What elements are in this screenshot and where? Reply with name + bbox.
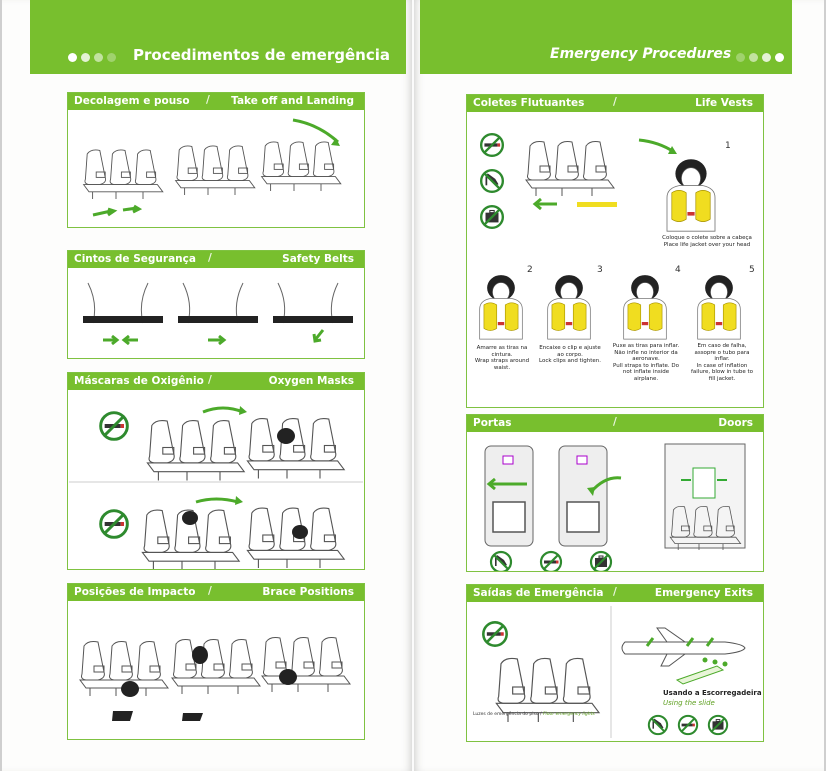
green-arrow-icon [103,336,117,344]
section-title-en: Life Vests [695,97,753,109]
no-baggage-icon [709,716,727,734]
section-title-pt: Saídas de Emergência [473,587,604,599]
no-high-heels-icon [649,716,667,734]
vest-step-caption [469,345,535,371]
green-arrow-icon [293,120,338,142]
vest-step-caption [611,343,681,383]
section-title-pt: Portas [473,417,512,429]
section-oxygen-masks [67,372,365,570]
section-header: Coletes Flutuantes / Life Vests [467,95,763,112]
section-title-en: Take off and Landing [231,95,354,107]
section-title-pt: Posições de Impacto [74,586,196,598]
right-page-title: Emergency Procedures [550,46,732,62]
section-life-vests [466,94,764,408]
header-dots [736,53,784,62]
slide-caption-en: Using the slide [663,699,715,707]
section-title-en: Doors [718,417,753,429]
caption-pt: Amarre as tiras na cintura. [476,345,528,358]
header-dots [68,53,116,62]
caption-pt: Em caso de falha, assopre o tubo para inflar. [694,343,750,363]
safety-card-spread [2,0,824,771]
vest-step-number: 2 [527,265,533,275]
section-safety-belts [67,250,365,359]
vest-step-number: 4 [675,265,681,275]
green-arrow-icon [535,199,557,209]
green-arrow-icon [124,336,138,344]
caption-en: Wrap straps around waist. [474,358,530,371]
no-baggage-icon [591,552,611,571]
section-header: Posições de Impacto / Brace Positions [68,584,364,601]
section-title-pt: Cintos de Segurança [74,253,196,265]
section-header: Máscaras de Oxigênio / Oxygen Masks [68,373,364,390]
section-title-pt: Coletes Flutuantes [473,97,585,109]
section-title-en: Emergency Exits [654,587,753,599]
green-arrow-icon [196,499,238,502]
section-title-en: Oxygen Masks [268,375,354,387]
green-arrow-icon [639,140,674,152]
floor-lights-caption: Luzes de emergência do piso / Floor emergency lights [473,712,595,717]
section-brace-positions [67,583,365,740]
exits-illustration [467,602,763,741]
caption-pt: Coloque o colete sobre a cabeça [662,235,752,241]
caption-en: In case of inflation failure, blow in tube to fill jacket. [690,362,754,382]
vest-step-caption [687,343,757,383]
green-arrow-icon [314,330,323,341]
section-title-pt: Decolagem e pouso [74,95,190,107]
vest-step-caption [537,345,603,365]
section-header: Portas / Doors [467,415,763,432]
right-header-band [420,0,792,74]
vest-step-number: 5 [749,265,755,275]
vest-step-number: 3 [597,265,603,275]
section-header: Cintos de Segurança / Safety Belts [68,251,364,268]
right-page [414,0,824,771]
caption-en: Place life jacket over your head [663,241,751,248]
belts-illustration [68,268,364,358]
section-title-en: Safety Belts [282,253,354,265]
no-smoking-icon [679,716,697,734]
left-page-title: Procedimentos de emergência [133,46,390,64]
section-header: Saídas de Emergência / Emergency Exits [467,585,763,602]
caption-pt: Puxe as tiras para inflar. Não infle no interior da aeronave. [612,343,680,363]
doors-illustration [467,432,763,571]
green-arrow-icon [93,209,114,215]
caption-pt: Encaixe o clip e ajuste ao corpo. [539,345,601,358]
section-takeoff-landing [67,92,365,228]
left-page [2,0,412,771]
section-emergency-exits [466,584,764,742]
green-arrow-icon [208,336,224,344]
left-header-band [30,0,406,74]
caption-en: Lock clips and tighten. [538,358,601,365]
masks-illustration [68,390,364,569]
section-header: Decolagem e pouso / Take off and Landing [68,93,364,110]
slide-caption-pt: Usando a Escorregadeira [663,689,762,697]
floor-lights-en: Floor emergency lights [542,712,595,717]
no-smoking-icon [481,134,503,156]
no-high-heels-icon [491,552,511,571]
no-smoking-icon [101,413,128,440]
brace-illustration [68,601,364,739]
vest-step-number: 1 [725,141,731,151]
section-title-en: Brace Positions [262,586,354,598]
no-smoking-icon [101,511,128,538]
green-arrow-icon [203,408,243,412]
no-smoking-icon [541,552,561,571]
no-high-heels-icon [481,170,503,192]
no-smoking-icon [483,622,506,645]
section-title-pt: Máscaras de Oxigênio [74,375,204,387]
floor-lights-pt: Luzes de emergência do piso [473,712,539,717]
caption-en: Pull straps to inflate. Do not inflate inside airplane. [612,362,680,382]
section-doors [466,414,764,572]
green-arrow-icon [123,206,139,212]
vest-step-caption [655,235,759,248]
takeoff-illustration [68,110,364,227]
no-baggage-icon [481,206,503,228]
